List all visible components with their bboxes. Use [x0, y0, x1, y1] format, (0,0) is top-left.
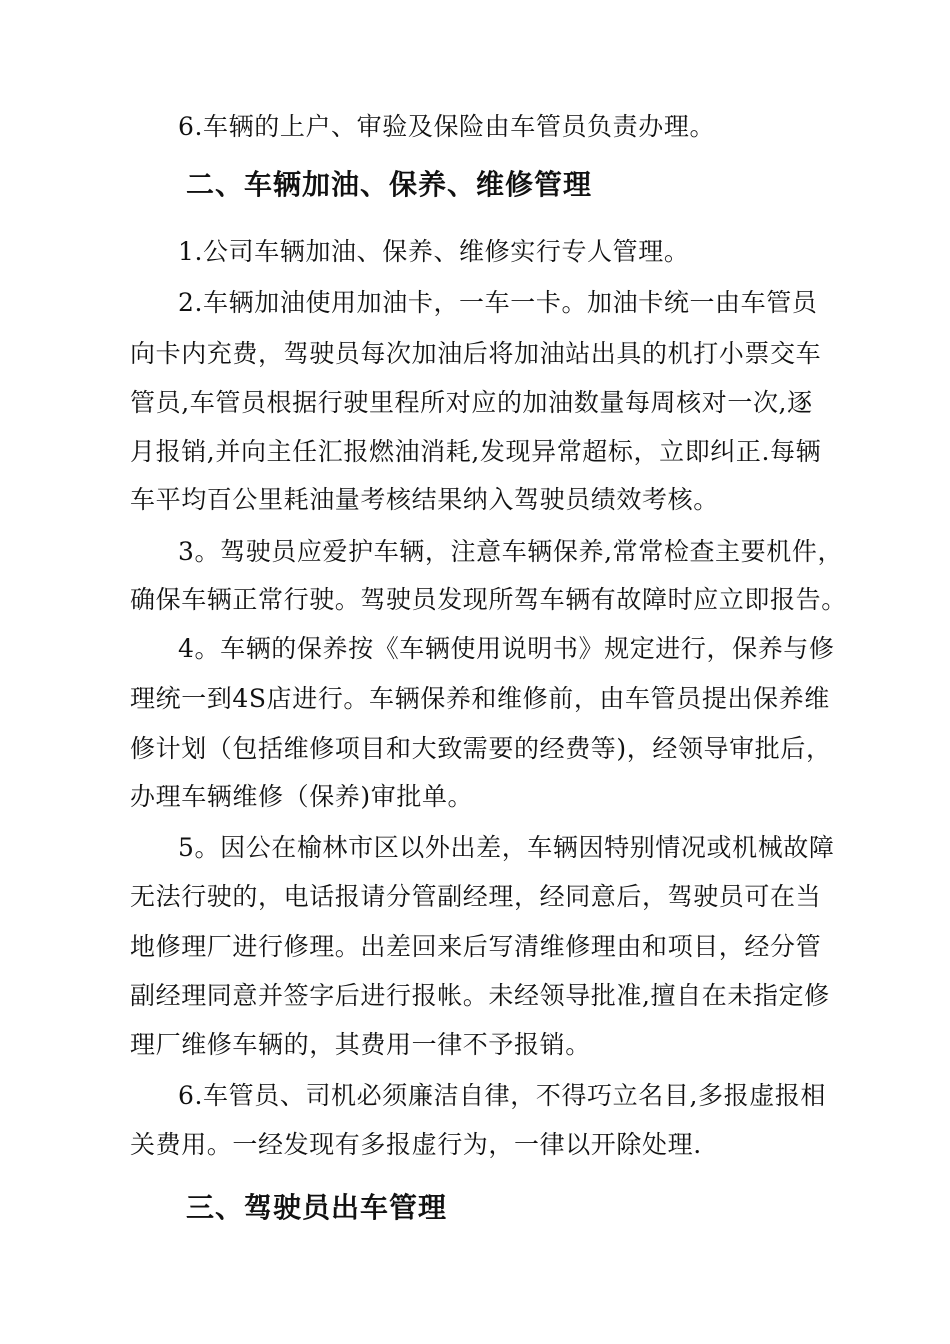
paragraph-line: 2.车辆加油使用加油卡，一车一卡。加油卡统一由车管员 [178, 288, 818, 317]
paragraph-line: 无法行驶的，电话报请分管副经理，经同意后，驾驶员可在当 [130, 882, 822, 911]
paragraph-line: 6.车管员、司机必须廉洁自律，不得巧立名目,多报虚报相 [178, 1081, 827, 1110]
section-heading: 二、车辆加油、保养、维修管理 [186, 168, 593, 201]
paragraph-line: 确保车辆正常行驶。驾驶员发现所驾车辆有故障时应立即报告。 [130, 585, 847, 614]
paragraph-line: 车平均百公里耗油量考核结果纳入驾驶员绩效考核。 [130, 485, 719, 514]
paragraph-line: 办理车辆维修（保养)审批单。 [130, 782, 474, 811]
paragraph-line: 管员,车管员根据行驶里程所对应的加油数量每周核对一次,逐 [130, 388, 813, 417]
paragraph-line: 4。车辆的保养按《车辆使用说明书》规定进行，保养与修 [178, 634, 835, 663]
paragraph-line: 修计划（包括维修项目和大致需要的经费等)，经领导审批后， [130, 734, 832, 763]
paragraph-line: 向卡内充费，驾驶员每次加油后将加油站出具的机打小票交车 [130, 339, 822, 368]
paragraph-line: 副经理同意并签字后进行报帐。未经领导批准,擅自在未指定修 [130, 981, 830, 1010]
paragraph-line: 关费用。一经发现有多报虚行为，一律以开除处理. [130, 1130, 702, 1159]
paragraph-line: 理厂维修车辆的，其费用一律不予报销。 [130, 1030, 591, 1059]
paragraph-line: 5。因公在榆林市区以外出差，车辆因特别情况或机械故障 [178, 833, 835, 862]
paragraph-line: 3。驾驶员应爱护车辆，注意车辆保养,常常检查主要机件， [178, 537, 844, 566]
paragraph-line: 1.公司车辆加油、保养、维修实行专人管理。 [178, 237, 690, 266]
paragraph-line: 月报销,并向主任汇报燃油消耗,发现异常超标，立即纠正.每辆 [130, 437, 822, 466]
paragraph-line: 6.车辆的上户、审验及保险由车管员负责办理。 [178, 112, 716, 141]
paragraph-line: 理统一到4S店进行。车辆保养和维修前，由车管员提出保养维 [130, 684, 830, 713]
paragraph-line: 地修理厂进行修理。出差回来后写清维修理由和项目，经分管 [130, 932, 822, 961]
section-heading: 三、驾驶员出车管理 [186, 1191, 448, 1224]
